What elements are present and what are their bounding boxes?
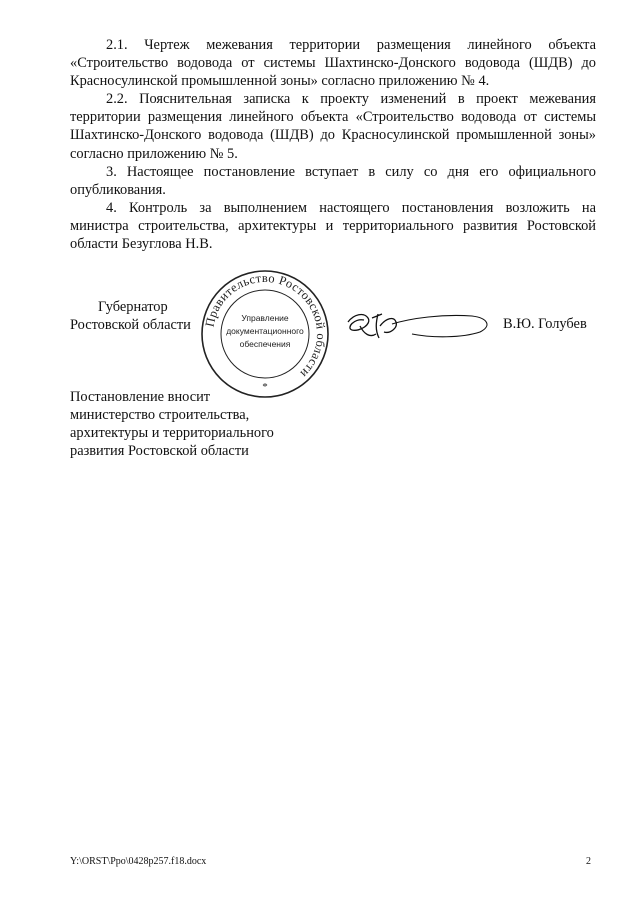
signatory-title (70, 298, 191, 334)
submitted-by-line2: министерство строительства, (70, 407, 250, 424)
submitted-by-block (70, 388, 274, 460)
submitted-by-line1: Постановление вносит (70, 389, 211, 405)
handwritten-signature (342, 304, 492, 348)
paragraph-4: 4. Контроль за выполнением настоящего постановления возложить на министра строительства, архитектуры и территориального развития Ростовской области Безуглова Н.В. (70, 199, 596, 253)
page-number: 2 (586, 856, 591, 867)
signer-name: В.Ю. Голубев (503, 316, 587, 332)
signatory-title-line1: Губернатор (98, 299, 168, 315)
document-body (70, 36, 596, 253)
signatory-title-line2: Ростовской области (70, 317, 191, 334)
official-seal (199, 268, 331, 400)
seal-inner-line2: документационного (226, 326, 304, 336)
seal-outer-text: Правительство Ростовской области (202, 270, 329, 381)
paragraph-2-1: 2.1. Чертеж межевания территории размещения линейного объекта «Строительство водовода от системы Шахтинско-Донского водовода (ШДВ) до Красносулинской промышленной зоны» согласно приложению № 4. (70, 37, 596, 90)
seal-inner-line1: Управление (241, 313, 289, 323)
submitted-by-line3: архитектуры и территориального (70, 425, 274, 442)
submitted-by-line4: развития Ростовской области (70, 443, 249, 460)
paragraph-3: 3. Настоящее постановление вступает в силу со дня его официального опубликования. (70, 163, 596, 198)
paragraph-2-2: 2.2. Пояснительная записка к проекту изменений в проект межевания территории размещения линейного объекта «Строительство водовода от системы Шахтинско-Донского водовода (ШДВ) до Красносулинской промышленной зоны» согласно приложению № 5. (70, 91, 596, 162)
seal-star: * (262, 381, 268, 393)
footer-file-path: Y:\ORST\Ppo\0428p257.f18.docx (70, 856, 207, 867)
seal-inner-line3: обеспечения (239, 339, 291, 349)
